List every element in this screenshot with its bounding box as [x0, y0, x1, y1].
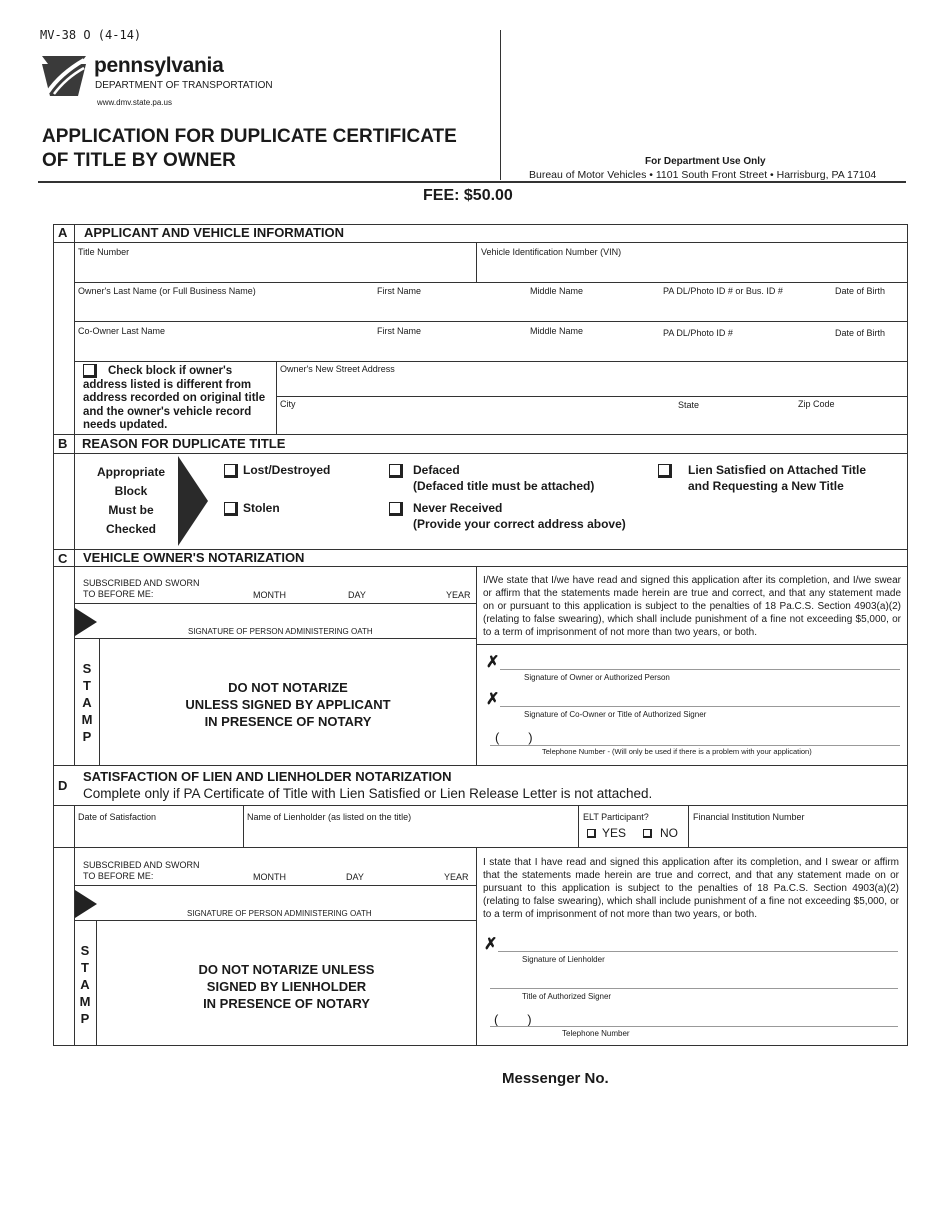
- d-stamp-s: S: [80, 943, 90, 958]
- d-phone-parens: ( ): [494, 1012, 532, 1027]
- c-owner-signature-field[interactable]: [500, 652, 900, 668]
- c-year-label: YEAR: [446, 590, 471, 600]
- zip-label: Zip Code: [798, 399, 835, 409]
- d-subscribed-line1: SUBSCRIBED AND SWORN: [83, 860, 200, 870]
- c-phone-parens: ( ): [495, 730, 533, 745]
- messenger-input[interactable]: [630, 1068, 900, 1088]
- c-phone-label: Telephone Number - (Will only be used if there is a problem with your application): [542, 747, 812, 756]
- elt-label: ELT Participant?: [583, 812, 649, 822]
- d-lienholder-signature-label: Signature of Lienholder: [522, 955, 605, 964]
- section-d-letter: D: [58, 778, 68, 793]
- d-stamp-a: A: [80, 977, 90, 992]
- stolen-label: Stolen: [243, 501, 280, 515]
- new-street-input[interactable]: [280, 375, 904, 395]
- messenger-label: Messenger No.: [502, 1070, 609, 1087]
- d-stamp-p: P: [80, 1011, 90, 1026]
- never-received-checkbox[interactable]: [389, 502, 403, 516]
- c-owner-signature-label: Signature of Owner or Authorized Person: [524, 673, 670, 682]
- section-b-title: REASON FOR DUPLICATE TITLE: [82, 436, 286, 451]
- lost-destroyed-label: Lost/Destroyed: [243, 463, 331, 477]
- fee: FEE: $50.00: [423, 187, 513, 204]
- city-label: City: [280, 399, 296, 409]
- instruction-line4: Checked: [105, 522, 157, 536]
- c-stamp-s: S: [82, 661, 92, 676]
- c-oath-arrow-icon: [75, 608, 97, 636]
- c-phone-input[interactable]: [540, 729, 900, 744]
- date-satisfaction-label: Date of Satisfaction: [78, 812, 157, 822]
- d-year-label: YEAR: [444, 872, 469, 882]
- d-oath-arrow-icon: [75, 890, 97, 918]
- c-oath-signature-field[interactable]: [100, 606, 472, 626]
- c-do-not-line1: DO NOT NOTARIZE: [228, 680, 348, 695]
- form-title-line2: OF TITLE BY OWNER: [42, 150, 236, 171]
- new-street-label: Owner's New Street Address: [280, 364, 395, 374]
- lien-satisfied-text: [688, 462, 866, 494]
- defaced-text: [413, 462, 594, 494]
- section-a-title: APPLICANT AND VEHICLE INFORMATION: [84, 225, 344, 240]
- instruction-line3: Must be: [108, 503, 154, 517]
- vin-label: Vehicle Identification Number (VIN): [481, 247, 622, 257]
- c-stamp-m: M: [81, 712, 93, 727]
- owner-last-name-label: Owner's Last Name (or Full Business Name): [78, 286, 256, 296]
- vin-input[interactable]: [481, 258, 906, 282]
- d-stamp-m: M: [79, 994, 91, 1009]
- defaced-note: (Defaced title must be attached): [413, 479, 595, 493]
- fin-institution-label: Financial Institution Number: [693, 812, 805, 822]
- coowner-dob-label: Date of Birth: [835, 328, 886, 338]
- never-received-label: Never Received: [413, 501, 503, 515]
- lienholder-name-input[interactable]: [247, 824, 573, 846]
- arrow-icon: [178, 456, 208, 546]
- c-do-not-notarize: [100, 679, 476, 730]
- c-coowner-x-icon: ✗: [486, 691, 500, 708]
- lien-satisfied-checkbox[interactable]: [658, 464, 672, 478]
- keystone-logo-icon: [40, 54, 88, 98]
- defaced-label: Defaced: [413, 463, 460, 477]
- c-owner-x-icon: ✗: [486, 654, 500, 671]
- d-lienholder-signature-field[interactable]: [498, 934, 898, 950]
- section-b-letter: B: [58, 436, 68, 451]
- c-coowner-signature-label: Signature of Co-Owner or Title of Authorized Signer: [524, 710, 707, 719]
- d-lienholder-x-icon: ✗: [484, 936, 498, 953]
- c-day-label: DAY: [348, 590, 366, 600]
- c-stamp-a: A: [82, 695, 92, 710]
- form-title: [42, 125, 457, 173]
- d-phone-label: Telephone Number: [562, 1029, 630, 1038]
- address-change-text: Check block if owner's address listed is different from address recorded on original title and the owner's vehicle record needs updated.: [83, 365, 266, 431]
- d-oath-signature-field[interactable]: [100, 888, 472, 908]
- section-d-subtitle: Complete only if PA Certificate of Title with Lien Satisfied or Lien Release Letter is not attached.: [83, 786, 653, 801]
- dept-use-label: For Department Use Only: [645, 156, 766, 167]
- c-subscribed-line2: TO BEFORE ME:: [83, 589, 154, 599]
- instruction-line2: Block: [114, 484, 148, 498]
- instruction-line1: Appropriate: [96, 465, 165, 479]
- stolen-checkbox[interactable]: [224, 502, 238, 516]
- c-stamp-t: T: [83, 678, 91, 693]
- instruction-text: [86, 463, 176, 539]
- coowner-first-name-label: First Name: [377, 326, 422, 336]
- elt-yes-checkbox[interactable]: [587, 829, 596, 838]
- c-coowner-signature-field[interactable]: [500, 689, 900, 705]
- d-do-not-line2: SIGNED BY LIENHOLDER: [206, 979, 367, 994]
- c-do-not-line3: IN PRESENCE OF NOTARY: [204, 714, 372, 729]
- d-do-not-line3: IN PRESENCE OF NOTARY: [203, 996, 370, 1011]
- section-c-title: VEHICLE OWNER'S NOTARIZATION: [83, 550, 305, 565]
- form-code: MV-38 O (4-14): [40, 28, 142, 42]
- d-day-label: DAY: [346, 872, 364, 882]
- d-statement: I state that I have read and signed this application after its completion, and I swear or affirm that the statements made herein are true and correct, and that any statement made on or pursuant to this application is subject to the penalties of 18 Pa.C.S. Section 4903(a)(2) (relating to false swearing), which shall include punishment of a fine not exceeding $5,000, or to a term of imprisonment of not more than two years, or both.: [483, 857, 899, 920]
- section-d-title: SATISFACTION OF LIEN AND LIENHOLDER NOTARIZATION: [83, 769, 452, 784]
- c-statement: I/We state that I/we have read and signed this application after its completion, and I/we swear or affirm that the statements made herein are true and correct, and that any statement made on or pursuant to this application is subject to the penalties of 18 Pa.C.S. Section 4903(a)(2) (relating to false swearing), which shall include punishment of a fine not exceeding $5,000, or to a term of imprisonment of not more than two years, or both.: [483, 575, 901, 638]
- c-do-not-line2: UNLESS SIGNED BY APPLICANT: [185, 697, 391, 712]
- owner-name-input[interactable]: [78, 298, 904, 320]
- d-phone-input[interactable]: [540, 1010, 898, 1025]
- d-oath-signature-label: SIGNATURE OF PERSON ADMINISTERING OATH: [187, 909, 372, 918]
- never-received-text: [413, 500, 626, 532]
- bureau-address: Bureau of Motor Vehicles • 1101 South Front Street • Harrisburg, PA 17104: [529, 169, 877, 181]
- state-label: State: [678, 400, 700, 410]
- coowner-middle-name-label: Middle Name: [530, 326, 584, 336]
- owner-dob-label: Date of Birth: [835, 286, 886, 296]
- owner-dl-label: PA DL/Photo ID # or Bus. ID #: [663, 286, 783, 296]
- title-number-input[interactable]: [78, 258, 474, 282]
- coowner-dl-label: PA DL/Photo ID #: [663, 328, 733, 338]
- owner-first-name-label: First Name: [377, 286, 422, 296]
- c-subscribed: [83, 578, 200, 600]
- d-stamp-t: T: [81, 960, 89, 975]
- website: www.dmv.state.pa.us: [97, 98, 172, 107]
- coowner-last-name-label: Co-Owner Last Name: [78, 326, 166, 336]
- date-satisfaction-input[interactable]: [78, 824, 238, 846]
- elt-no-label: NO: [660, 826, 678, 840]
- never-received-note: (Provide your correct address above): [413, 517, 626, 531]
- lien-satisfied-line1: Lien Satisfied on Attached Title: [688, 463, 867, 477]
- owner-middle-name-label: Middle Name: [530, 286, 584, 296]
- d-title-signer-input[interactable]: [490, 970, 898, 987]
- c-stamp-p: P: [82, 729, 92, 744]
- coowner-name-input[interactable]: [78, 338, 904, 360]
- lienholder-name-label: Name of Lienholder (as listed on the title): [247, 812, 412, 822]
- c-subscribed-line1: SUBSCRIBED AND SWORN: [83, 578, 200, 588]
- elt-yes-label: YES: [602, 826, 627, 840]
- d-do-not-notarize: [97, 961, 476, 1012]
- d-month-label: MONTH: [253, 872, 286, 882]
- c-oath-signature-label: SIGNATURE OF PERSON ADMINISTERING OATH: [188, 627, 373, 636]
- lost-destroyed-checkbox[interactable]: [224, 464, 238, 478]
- c-month-label: MONTH: [253, 590, 286, 600]
- title-number-label: Title Number: [78, 247, 130, 257]
- form-title-line1: APPLICATION FOR DUPLICATE CERTIFICATE: [42, 126, 457, 147]
- elt-no-checkbox[interactable]: [643, 829, 652, 838]
- defaced-checkbox[interactable]: [389, 464, 403, 478]
- d-title-signer-label: Title of Authorized Signer: [522, 992, 612, 1001]
- fin-institution-input[interactable]: [693, 824, 904, 846]
- d-subscribed: [83, 860, 200, 882]
- d-do-not-line1: DO NOT NOTARIZE UNLESS: [198, 962, 375, 977]
- department-name: DEPARTMENT OF TRANSPORTATION: [95, 80, 273, 91]
- lien-satisfied-line2: and Requesting a New Title: [688, 479, 844, 493]
- brand-name: pennsylvania: [94, 54, 224, 77]
- city-state-zip-input[interactable]: [280, 410, 904, 432]
- section-c-letter: C: [58, 551, 68, 566]
- d-subscribed-line2: TO BEFORE ME:: [83, 871, 154, 881]
- section-a-letter: A: [58, 225, 68, 240]
